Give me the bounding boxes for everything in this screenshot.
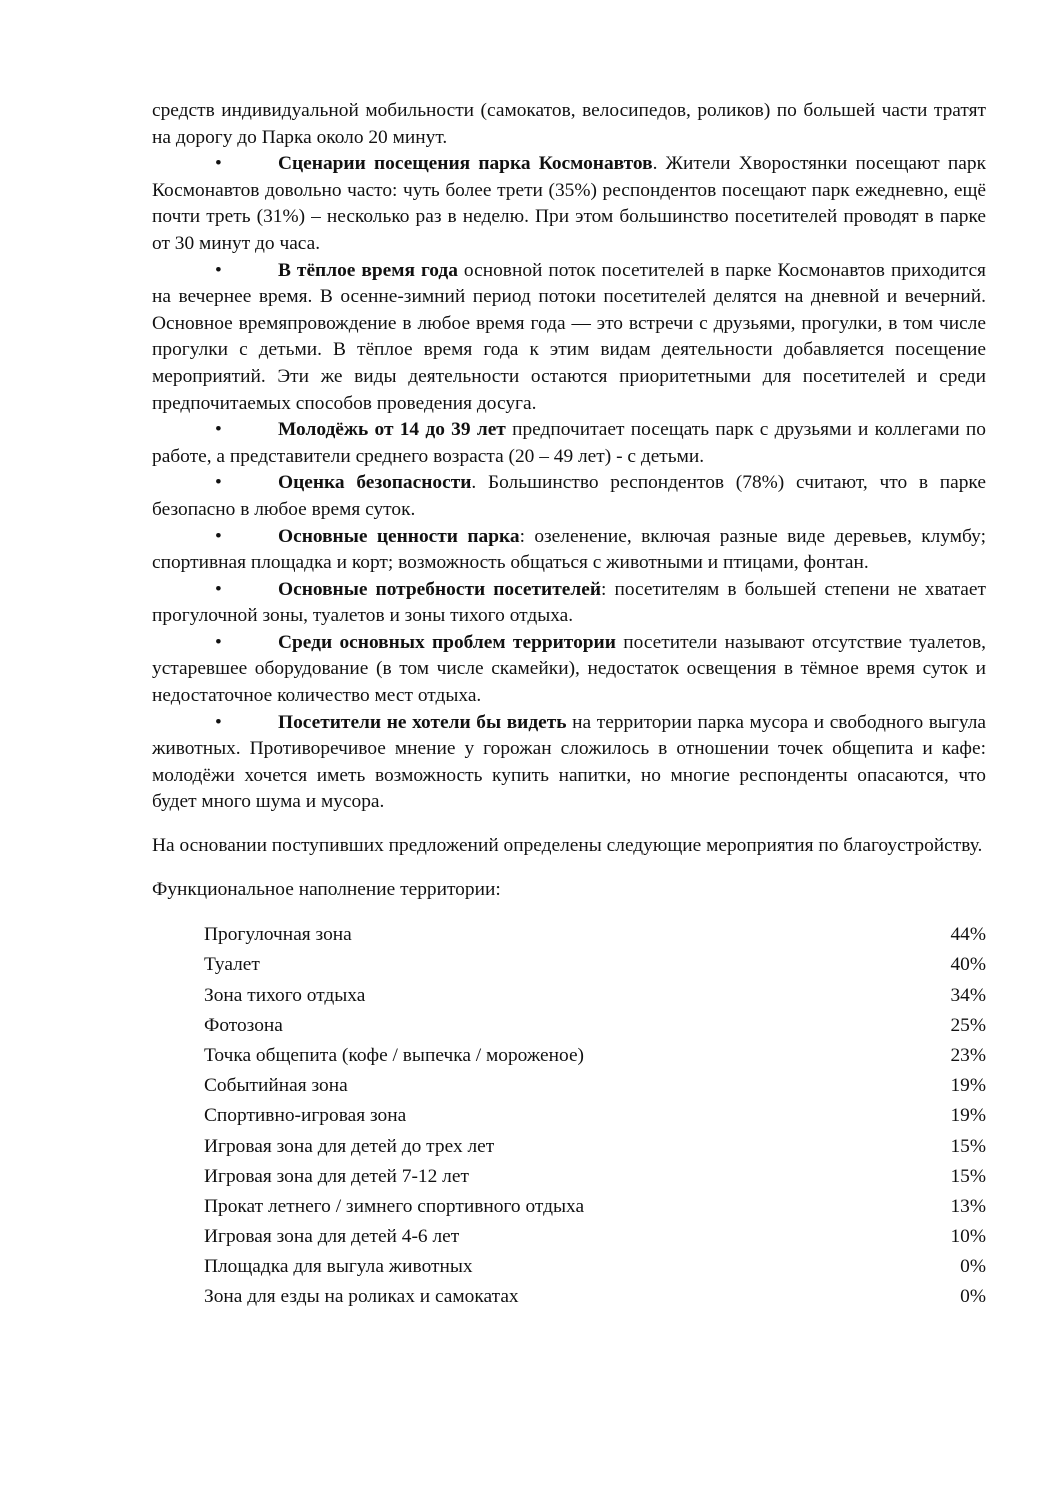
finding-heading: Основные потребности посетителей [278, 578, 602, 600]
bullet-icon: • [215, 711, 222, 733]
finding-heading: Основные ценности парка [278, 525, 520, 547]
bullet-icon: • [215, 419, 222, 441]
finding-text: : озеленение, включая разные виде деревьев, клумбу; спортивная площадка и корт; возможность общаться с животными и птицами, фонтан. [152, 525, 986, 574]
conclusion-paragraph: На основании поступивших предложений определены следующие мероприятия по благоустройству. [152, 835, 983, 857]
functional-list [204, 920, 986, 1312]
bullet-icon: • [215, 472, 222, 494]
finding-item [152, 417, 986, 470]
row-label: Фотозона [204, 1014, 283, 1036]
list-row [204, 1252, 986, 1282]
list-row [204, 1011, 986, 1041]
row-percentage: 25% [950, 1014, 986, 1036]
intro-paragraph: средств индивидуальной мобильности (самокатов, велосипедов, роликов) по большей части тратят на дорогу до Парка около 20 минут. [152, 100, 986, 148]
finding-item [152, 470, 986, 523]
list-row [204, 1162, 986, 1192]
finding-text: на территории парка мусора и свободного выгула животных. Противоречивое мнение у горожан сложилось в отношении точек общепита и кафе: молодёжи хочется иметь возможность купить напитки, но многие респонденты опасаются, что будет много шума и мусора. [152, 711, 986, 813]
row-percentage: 34% [950, 984, 986, 1006]
finding-item [152, 710, 986, 816]
row-percentage: 23% [950, 1044, 986, 1066]
list-heading: Функциональное наполнение территории: [152, 878, 501, 900]
finding-heading: Сценарии посещения парка Космонавтов [278, 153, 653, 175]
finding-item [152, 151, 986, 257]
list-row [204, 950, 986, 980]
finding-text: : посетителям в большей степени не хватает прогулочной зоны, туалетов и зоны тихого отдыха. [152, 578, 986, 627]
list-row [204, 1192, 986, 1222]
finding-item [152, 258, 986, 418]
list-row [204, 920, 986, 950]
bullet-icon: • [215, 525, 222, 547]
row-label: Туалет [204, 954, 260, 976]
row-label: Площадка для выгула животных [204, 1256, 473, 1278]
finding-heading: В тёплое время года [278, 259, 458, 281]
finding-heading: Среди основных проблем территории [278, 631, 616, 653]
row-label: Зона для езды на роликах и самокатах [204, 1286, 519, 1308]
finding-text: . Большинство респондентов (78%) считают, что в парке безопасно в любое время суток. [152, 472, 986, 520]
finding-item [152, 630, 986, 710]
row-percentage: 40% [950, 954, 986, 976]
bullet-icon: • [215, 578, 222, 600]
row-percentage: 44% [950, 924, 986, 946]
row-label: Точка общепита (кофе / выпечка / мороженое) [204, 1044, 585, 1066]
row-percentage: 15% [950, 1165, 986, 1187]
row-percentage: 0% [960, 1286, 986, 1308]
finding-item [152, 524, 986, 577]
findings-list [152, 151, 986, 816]
row-percentage: 19% [950, 1105, 986, 1127]
finding-heading: Оценка безопасности [278, 472, 472, 494]
row-label: Игровая зона для детей 4-6 лет [204, 1226, 460, 1248]
finding-heading: Молодёжь от 14 до 39 лет [278, 419, 506, 441]
list-row [204, 1282, 986, 1312]
list-row [204, 1071, 986, 1101]
finding-text: основной поток посетителей в парке Космонавтов приходится на вечернее время. В осенне-зимний период потоки посетителей делятся на дневной и вечерний. Основное времяпровождение в любое время года — это встречи с друзьями, прогулки, в том числе прогулки с детьми. В тёплое время года к этим видам деятельности добавляется посещение мероприятий. Эти же виды деятельности остаются приоритетными для посетителей и среди предпочитаемых способов проведения досуга. [152, 259, 986, 414]
finding-item [152, 577, 986, 630]
row-percentage: 10% [950, 1226, 986, 1248]
row-label: Игровая зона для детей 7-12 лет [204, 1165, 469, 1187]
finding-heading: Посетители не хотели бы видеть [278, 711, 567, 733]
bullet-icon: • [215, 631, 222, 653]
row-label: Зона тихого отдыха [204, 984, 366, 1006]
row-label: Спортивно-игровая зона [204, 1105, 407, 1127]
finding-text: . Жители Хворостянки посещают парк Космонавтов довольно часто: чуть более трети (35%) респондентов посещают парк ежедневно, ещё почти треть (31%) – несколько раз в неделю. При этом большинство посетителей проводят в парке от 30 минут до часа. [152, 153, 987, 254]
list-row [204, 1041, 986, 1071]
document-page [152, 98, 986, 1313]
row-percentage: 15% [950, 1135, 986, 1157]
row-label: Прогулочная зона [204, 924, 352, 946]
row-percentage: 19% [950, 1075, 986, 1097]
bullet-icon: • [215, 259, 222, 281]
row-percentage: 0% [960, 1256, 986, 1278]
finding-text: посетители называют отсутствие туалетов, устаревшее оборудование (в том числе скамейки), недостаток освещения в тёмное время суток и недостаточное количество мест отдыха. [152, 631, 986, 707]
row-label: Прокат летнего / зимнего спортивного отдыха [204, 1195, 585, 1217]
row-percentage: 13% [950, 1195, 986, 1217]
list-row [204, 981, 986, 1011]
row-label: Событийная зона [204, 1075, 348, 1097]
row-label: Игровая зона для детей до трех лет [204, 1135, 495, 1157]
list-row [204, 1222, 986, 1252]
list-row [204, 1101, 986, 1131]
list-row [204, 1132, 986, 1162]
bullet-icon: • [215, 153, 222, 175]
finding-text: предпочитает посещать парк с друзьями и коллегами по работе, а представители среднего возраста (20 – 49 лет) - с детьми. [152, 419, 987, 467]
